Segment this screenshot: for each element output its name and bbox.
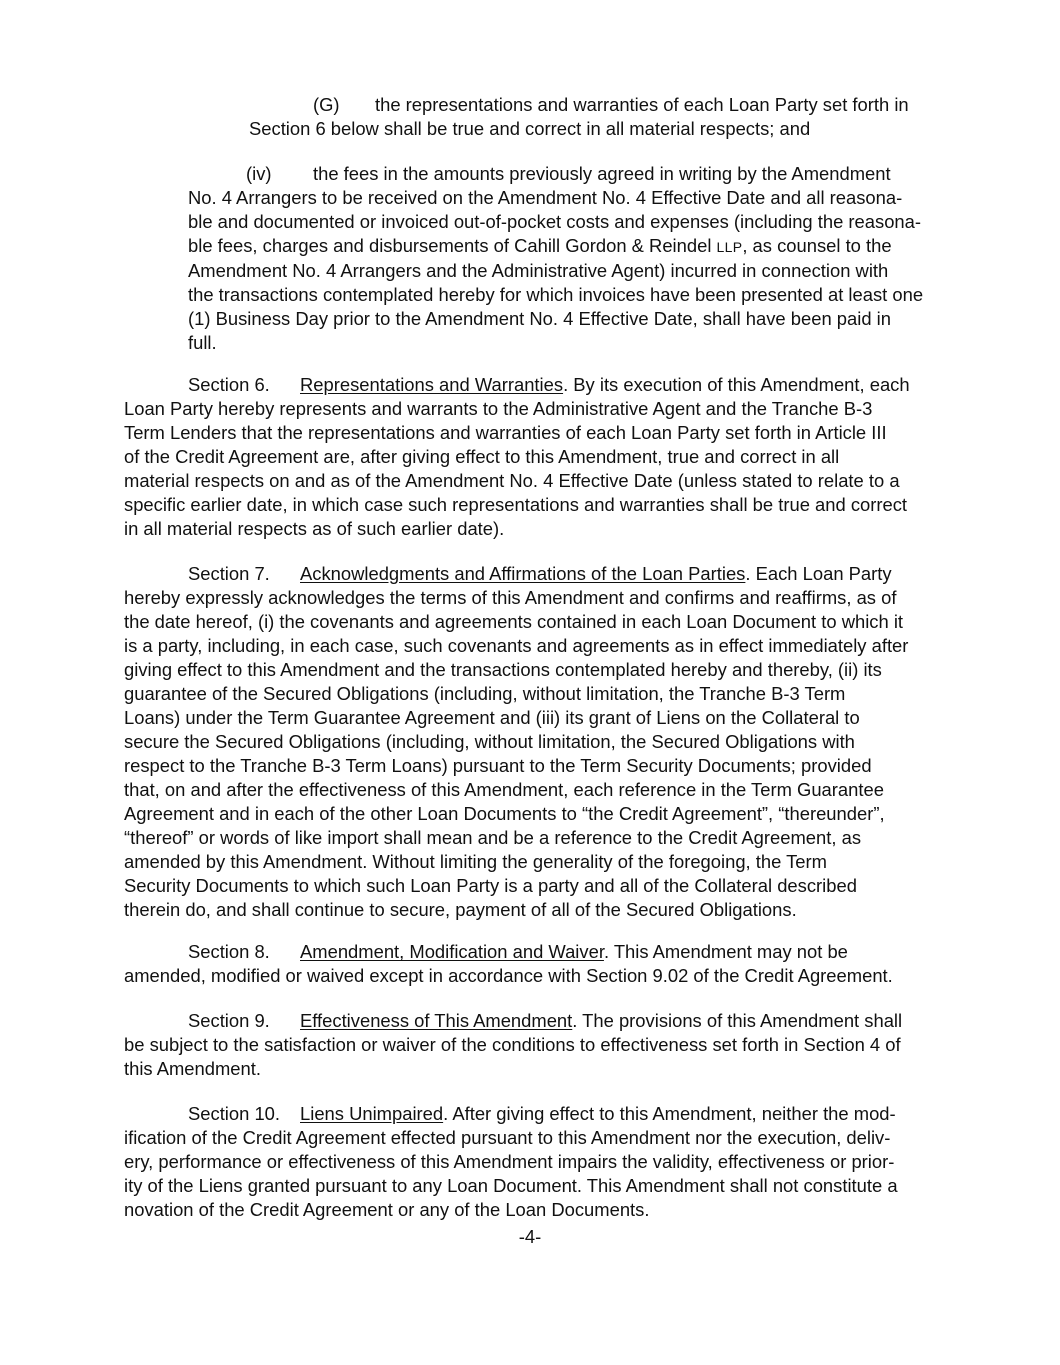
clause-g-label: (G)	[313, 94, 340, 115]
clause-iv-text: ble fees, charges and disbursements of Cahill Gordon & Reindel	[188, 235, 717, 256]
section-number: Section 8.	[188, 941, 270, 962]
section-title: Representations and Warranties	[300, 374, 564, 395]
clause-iv-line: full.	[188, 332, 217, 353]
clause-iv-line: ble and documented or invoiced out-of-pocket costs and expenses (including the reasona-	[188, 211, 922, 232]
section-line: be subject to the satisfaction or waiver of the conditions to effectiveness set forth in Section 4 of	[124, 1034, 901, 1055]
section-line: ity of the Liens granted pursuant to any Loan Document. This Amendment shall not constitute a	[124, 1175, 898, 1196]
clause-iv	[0, 162, 923, 355]
section-6	[0, 373, 910, 541]
section-line: Agreement and in each of the other Loan Documents to “the Credit Agreement”, “thereunder”,	[124, 803, 885, 824]
clause-g-line: Section 6 below shall be true and correct in all material respects; and	[249, 118, 811, 139]
section-title: Amendment, Modification and Waiver	[300, 941, 604, 962]
section-line: guarantee of the Secured Obligations (including, without limitation, the Tranche B-3 Term	[124, 683, 846, 704]
section-line: this Amendment.	[124, 1058, 261, 1079]
section-title: Effectiveness of This Amendment	[300, 1010, 573, 1031]
section-line: Loan Party hereby represents and warrants to the Administrative Agent and the Tranche B-3	[124, 398, 873, 419]
section-line: Loans) under the Term Guarantee Agreement and (iii) its grant of Liens on the Collateral to	[124, 707, 860, 728]
section-text: . This Amendment may not be	[603, 941, 848, 962]
page-number: -4-	[518, 1226, 542, 1247]
section-text: . After giving effect to this Amendment, neither the mod-	[443, 1103, 896, 1124]
section-line: secure the Secured Obligations (including, without limitation, the Secured Obligations with	[124, 731, 855, 752]
section-line: hereby expressly acknowledges the terms of this Amendment and confirms and reaffirms, as of	[124, 587, 897, 608]
section-title: Acknowledgments and Affirmations of the Loan Parties	[300, 563, 746, 584]
section-number: Section 6.	[188, 374, 270, 395]
clause-iv-line: Amendment No. 4 Arrangers and the Administrative Agent) incurred in connection with	[188, 260, 889, 281]
clause-g-line: the representations and warranties of each Loan Party set forth in	[375, 94, 909, 115]
section-number: Section 10.	[188, 1103, 281, 1124]
section-line: respect to the Tranche B-3 Term Loans) pursuant to the Term Security Documents; provided	[124, 755, 872, 776]
section-text: . The provisions of this Amendment shall	[572, 1010, 903, 1031]
llp-small-caps: LLP	[716, 239, 743, 255]
section-line: giving effect to this Amendment and the transactions contemplated hereby and thereby, (ii) its	[124, 659, 882, 680]
section-line: the date hereof, (i) the covenants and agreements contained in each Loan Document to which it	[124, 611, 904, 632]
section-line: of the Credit Agreement are, after giving effect to this Amendment, true and correct in all	[124, 446, 840, 467]
section-8	[0, 940, 893, 988]
clause-iv-line: the transactions contemplated hereby for which invoices have been presented at least one	[188, 284, 924, 305]
clause-g	[0, 93, 909, 141]
section-9	[0, 1009, 902, 1081]
section-line: is a party, including, in each case, such covenants and agreements as in effect immediately after	[124, 635, 909, 656]
section-line: amended, modified or waived except in accordance with Section 9.02 of the Credit Agreement.	[124, 965, 893, 986]
section-number: Section 9.	[188, 1010, 270, 1031]
clause-iv-line: (1) Business Day prior to the Amendment No. 4 Effective Date, shall have been paid in	[188, 308, 891, 329]
section-line: novation of the Credit Agreement or any of the Loan Documents.	[124, 1199, 650, 1220]
section-line: amended by this Amendment. Without limiting the generality of the foregoing, the Term	[124, 851, 827, 872]
section-line: Term Lenders that the representations and warranties of each Loan Party set forth in Article III	[124, 422, 887, 443]
section-text: . By its execution of this Amendment, each	[563, 374, 910, 395]
clause-iv-line: the fees in the amounts previously agreed in writing by the Amendment	[313, 163, 891, 184]
section-line: “thereof” or words of like import shall mean and be a reference to the Credit Agreement, as	[124, 827, 862, 848]
section-line: that, on and after the effectiveness of this Amendment, each reference in the Term Guarantee	[124, 779, 884, 800]
section-line: therein do, and shall continue to secure, payment of all of the Secured Obligations.	[124, 899, 797, 920]
section-line: material respects on and as of the Amendment No. 4 Effective Date (unless stated to relate to a	[124, 470, 900, 491]
section-10	[0, 1102, 898, 1222]
section-line: specific earlier date, in which case such representations and warranties shall be true and correct	[124, 494, 908, 515]
section-line: in all material respects as of such earlier date).	[124, 518, 505, 539]
section-line: Security Documents to which such Loan Party is a party and all of the Collateral described	[124, 875, 857, 896]
section-line: ification of the Credit Agreement effected pursuant to this Amendment nor the execution, deliv-	[124, 1127, 891, 1148]
clause-iv-label: (iv)	[246, 163, 272, 184]
section-text: . Each Loan Party	[745, 563, 892, 584]
clause-iv-line: No. 4 Arrangers to be received on the Amendment No. 4 Effective Date and all reasona-	[188, 187, 903, 208]
clause-iv-text: , as counsel to the	[742, 235, 892, 256]
section-7	[0, 562, 908, 922]
section-title: Liens Unimpaired	[300, 1103, 444, 1124]
section-line: ery, performance or effectiveness of this Amendment impairs the validity, effectiveness or prior-	[124, 1151, 895, 1172]
section-number: Section 7.	[188, 563, 270, 584]
